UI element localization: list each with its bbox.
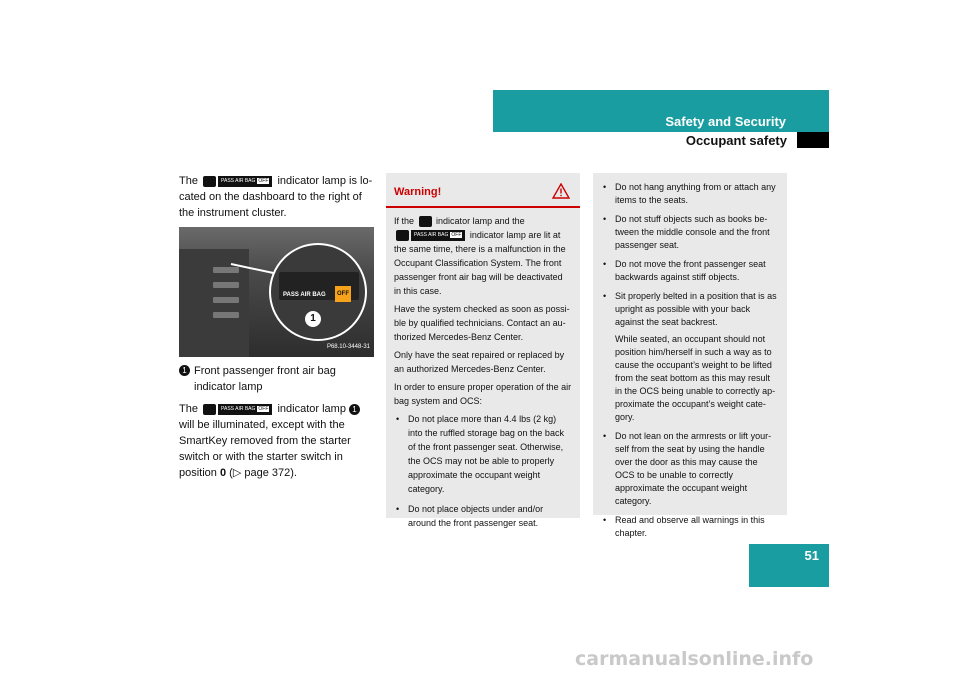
list-item: • Do not hang anything from or attach any items to the seats. xyxy=(601,181,779,207)
header-black-tab xyxy=(797,132,829,148)
watermark: carmanualsonline.info xyxy=(575,648,814,670)
page-reference-link[interactable]: (▷ page 372). xyxy=(229,467,297,479)
header-subsection-strip xyxy=(493,132,797,148)
indicator-panel: PASS AIR BAG OFF xyxy=(279,272,359,300)
left-column xyxy=(179,173,375,487)
list-item: • Sit properly belted in a position that is as upright as possible with your back against the seat backrest. While seated, an occupant should not position him/herself in such a way as to cause the occupant’s weight to be lifted from the seat bottom as this may result in the OCS being unable to correctly ap-proximate the occupant’s weight cate-gory. xyxy=(601,290,779,424)
warning-box xyxy=(386,173,580,528)
airbag-seat-icon xyxy=(419,216,432,227)
list-item: • Do not stuff objects such as books be-tween the middle console and the front passenger seat. xyxy=(601,213,779,252)
list-item: • Do not place more than 4.4 lbs (2 kg) into the ruffled storage bag on the back of the front passenger seat. Otherwise, the OCS may not be able to properly approximate the occupant weight category. xyxy=(394,412,572,496)
warning-paragraph-4: In order to ensure proper operation of the air bag system and OCS: xyxy=(394,382,572,406)
intro-paragraph: The PASS AIR BAG OFF indicator lamp is lo-cated on the dashboard to the right of the instrument cluster. xyxy=(179,175,373,219)
list-item: • Do not move the front passenger seat backwards against stiff objects. xyxy=(601,258,779,284)
photo-ref: P68.10-3448-31 xyxy=(326,344,370,350)
airbag-seat-icon: PASS AIR BAG OFF xyxy=(203,404,272,415)
airbag-seat-icon: PASS AIR BAG OFF xyxy=(396,230,465,241)
photo-callout: 1 xyxy=(305,311,321,327)
list-item: • Do not place objects under and/or around the front passenger seat. xyxy=(394,502,572,530)
warning-triangle-icon xyxy=(552,183,570,199)
list-item: • Do not lean on the armrests or lift your-self from the seat by using the handle over the door as this may cause the OCS to be unable to correctly approximate the occupant weight category. xyxy=(601,430,779,508)
right-bullet-list xyxy=(601,181,779,540)
paragraph-2: The PASS AIR BAG OFF indicator lamp 1 will be illuminated, except with the SmartKey removed from the starter switch or with the starter switch in position 0 (▷ page 372). xyxy=(179,401,375,481)
airbag-seat-icon: PASS AIR BAG OFF xyxy=(203,176,272,187)
figure-caption: 1 Front passenger front air bag indicator lamp xyxy=(179,363,375,395)
warning-paragraph-1: If the indicator lamp and the PASS AIR BAG OFF indicator lamp are lit at the same time, there is a malfunction in the Occupant Classification System. The front passenger front air bag will be deactivated in this case. xyxy=(394,216,566,296)
warning-paragraph-2: Have the system checked as soon as possi-ble by qualified technicians. Contact an au-thorized Mercedes-Benz Center. xyxy=(394,304,570,342)
subsection-title: Occupant safety xyxy=(685,133,787,148)
warning-paragraph-3: Only have the seat repaired or replaced by an authorized Mercedes-Benz Center. xyxy=(394,350,565,374)
right-info-box xyxy=(593,173,787,538)
dashboard-photo xyxy=(179,227,374,357)
section-title: Safety and Security xyxy=(665,114,786,129)
page-number: 51 xyxy=(804,548,819,563)
warning-bullet-list xyxy=(394,412,572,530)
seated-note: While seated, an occupant should not position him/herself in such a way as to cause the occupant’s weight to be lifted from the seat bottom as this may result in the OCS being unable to correctly ap-proximate the occupant’s weight cate-gory. xyxy=(615,334,776,422)
list-item: • Read and observe all warnings in this chapter. xyxy=(601,514,779,540)
warning-title: Warning! xyxy=(394,186,442,198)
page-number-box xyxy=(749,544,829,587)
